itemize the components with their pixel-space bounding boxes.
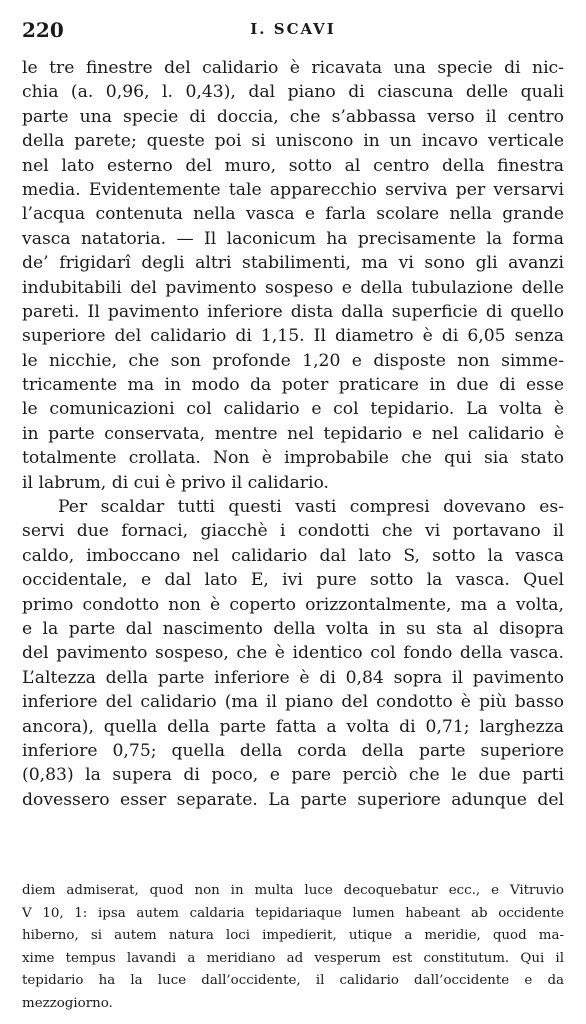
body-line: il labrum, di cui è privo il calidario. bbox=[22, 472, 329, 493]
page-header bbox=[22, 18, 564, 44]
body-line: l’acqua contenuta nella vasca e farla scolare nella grande bbox=[22, 204, 564, 225]
body-line: in parte conservata, mentre nel tepidario e nel calidario è bbox=[22, 423, 564, 444]
body-line: le tre finestre del calidario è ricavata una specie di nic- bbox=[22, 58, 564, 78]
running-head: I. SCAVI bbox=[250, 20, 336, 38]
body-line: superiore del calidario di 1,15. Il diametro è di 6,05 senza bbox=[22, 326, 564, 347]
body-line: primo condotto non è coperto orizzontalmente, ma a volta, bbox=[22, 594, 564, 615]
body-line: caldo, imboccano nel calidario dal lato S, sotto la vasca bbox=[22, 545, 564, 566]
body-line: media. Evidentemente tale apparecchio serviva per versarvi bbox=[22, 179, 564, 200]
body-line: le comunicazioni col calidario e col tepidario. La volta è bbox=[22, 399, 564, 420]
body-text bbox=[22, 56, 564, 812]
body-line: vasca natatoria. — Il laconicum ha precisamente la forma bbox=[22, 228, 564, 249]
footnote-line: diem admiserat, quod non in multa luce decoquebatur ecc., e Vitruvio bbox=[22, 883, 564, 898]
footnote-line: tepidario ha la luce dall’occidente, il calidario dall’occidente e da bbox=[22, 973, 564, 989]
footnote-line: xime tempus lavandi a meridiano ad vesperum est constitutum. Qui il bbox=[22, 950, 564, 966]
page-number: 220 bbox=[22, 18, 64, 42]
body-line: le nicchie, che son profonde 1,20 e disposte non simme- bbox=[22, 350, 564, 371]
body-line: ancora), quella della parte fatta a volta di 0,71; larghezza bbox=[22, 716, 564, 737]
body-line: L’altezza della parte inferiore è di 0,84 sopra il pavimento bbox=[22, 667, 564, 688]
body-line: dovessero esser separate. La parte superiore adunque del bbox=[22, 789, 564, 810]
body-line: chia (a. 0,96, l. 0,43), dal piano di ciascuna delle quali bbox=[22, 82, 564, 103]
body-line: totalmente crollata. Non è improbabile che qui sia stato bbox=[22, 448, 564, 469]
body-line: (0,83) la supera di poco, e pare perciò che le due parti bbox=[22, 765, 564, 786]
body-line: indubitabili del pavimento sospeso e della tubulazione delle bbox=[22, 277, 564, 298]
footnote-line: hiberno, si autem natura loci impedierit, utique a meridie, quod ma- bbox=[22, 928, 564, 944]
body-line: occidentale, e dal lato E, ivi pure sotto la vasca. Quel bbox=[22, 570, 564, 591]
body-line: del pavimento sospeso, che è identico col fondo della vasca. bbox=[22, 643, 564, 664]
body-line: Per scaldar tutti questi vasti compresi dovevano es- bbox=[58, 497, 564, 518]
footnotes bbox=[22, 880, 564, 1016]
body-line: e la parte dal nascimento della volta in su sta al disopra bbox=[22, 618, 564, 639]
body-line: parte una specie di doccia, che s’abbassa verso il centro bbox=[22, 106, 564, 127]
body-line: inferiore 0,75; quella della corda della parte superiore bbox=[22, 740, 564, 761]
body-line: pareti. Il pavimento inferiore dista dalla superficie di quello bbox=[22, 301, 564, 322]
body-line: servi due fornaci, giacchè i condotti che vi portavano il bbox=[22, 521, 564, 542]
footnote-line: V 10, 1: ipsa autem caldaria tepidariaque lumen habeant ab occidente bbox=[22, 905, 564, 921]
body-line: inferiore del calidario (ma il piano del condotto è più basso bbox=[22, 692, 564, 713]
body-line: tricamente ma in modo da poter praticare in due di esse bbox=[22, 375, 564, 396]
footnote-line: mezzogiorno. bbox=[22, 995, 113, 1011]
body-line: nel lato esterno del muro, sotto al centro della finestra bbox=[22, 155, 564, 176]
body-line: de’ frigidarî degli altri stabilimenti, ma vi sono gli avanzi bbox=[22, 253, 564, 274]
body-line: della parete; queste poi si uniscono in un incavo verticale bbox=[22, 131, 564, 152]
